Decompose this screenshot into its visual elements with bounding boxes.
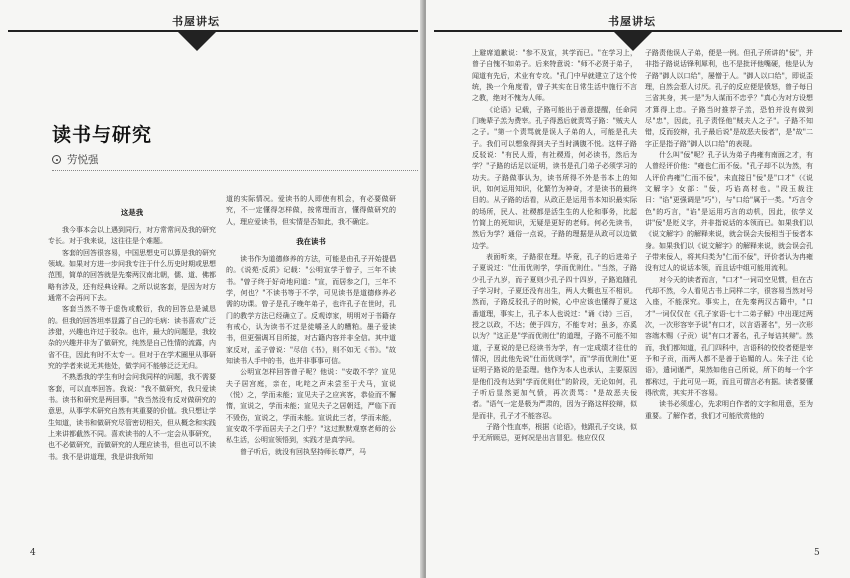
body-paragraph: 读书作为道德修养的方法，可能是由孔子开始提倡的。《说苑·反质》记载："公明宣学于曾子，三年不读书。"曾子终于好奇地问道："宣，而居参之门，三年不学，何也？"不读书等于不学，可见读书是道德修养必需的功课。曾子是孔子晚年弟子，也许孔子在世时，孔门的教学方法已经确立了。反观谆家，明明对于书籍存有戒心，认为读书不过是徒嚼圣人的糟粕。墨子爱读书，但更强调耳目所接，对古籍内容并非全信。其中道家反对，孟子曾说："尽信《书》，则不如无《书》。"故知读书人手中的书，也并非事事可信。 xyxy=(226,254,396,365)
body-paragraph: 读书必须虚心，先求明白作者的文字和用意，至为重要。了解作者，我们才可能欣赏他的 xyxy=(645,400,813,420)
body-paragraph: 表面听来，子路很在理。毕竟，孔子的后进弟子子夏说过："仕而优则学，学而优则仕。"当然，子路少孔子九岁，而子夏则少孔子四十四岁，子路追随孔子学习时，子夏还没有出生，两人大概也互不相识。然而，子路反驳孔子的时候，心中应该也懂得了夏这番道理，事实上，孔子本人也说过："诵《诗》三百，授之以政，不达；使于四方，不能专对；虽多，亦奚以为？"这正是"学而优则仕"的道理，子路不可能不知道，子夏说的是已经读书为学，有一定成绩才往仕的情况，因此他先说"仕而优则学"，而"学而优则仕"更证明子路说的是歪理。他作为本人也承认，主要原因是他们没有达到"学而优则仕"的阶段，无论如何，孔子听后显然更加气愤，再次责骂："是故恶夫佞者。"语气一定是极为严肃的，因为子路这样狡辩，似是而非，孔子才不能容忍。 xyxy=(472,252,637,420)
body-paragraph: 不熟悉我的学生有时会问我同样的问题，我不需要客套，可以直率回答。我说："我不做研究，我只爱读书。读书和研究是两回事。"我当然没有反对做研究的意思，从事学术研究自然有其重要的价值。我只想让学生知道，读书和做研究尽管密切相关，但从概念和实践上来讲都截然不同。喜欢读书的人不一定会从事研究，也不必做研究，而做研究的人理应读书，但也可以不读书。我不是讲道理，我是讲我所知 xyxy=(48,373,216,461)
running-head: 书屋讲坛 xyxy=(608,15,656,28)
running-head: 书屋讲坛 xyxy=(172,15,220,28)
article-title: 读书与研究 xyxy=(52,124,153,146)
right-column-1 xyxy=(472,48,637,444)
body-paragraph: 子路个性直率，根据《论语》，他跟孔子交谈，似乎无所顾忌，更何况是出言冒犯。他应仅仅 xyxy=(472,422,637,443)
author-name: 劳悦强 xyxy=(67,154,99,166)
right-page xyxy=(426,0,850,578)
body-paragraph: 子路责他误人子弟，便是一例。但孔子所讲的"佞"，并非指子路说话锋利犀利，也不是批评他嘴硬，他是认为子路"御人以口给"，屡憎于人。"御人以口给"，即说歪理，自然会惹人讨厌。孔子的反应便是愤怒，曾子每日三省其身，其一是"为人谋而不忠乎？"真心为对方设想才算得上忠。子路当时推荐子羔，恐怕并没有做到尽"忠"，因此，孔子责怪他"贼夫人之子"。子路不知错，反而狡辩，孔子最后说"是故恶夫佞者"，是"故"二字正是指子路"御人以口给"的表现。 xyxy=(645,49,813,148)
body-paragraph: 道的实际情况。爱读书的人即使有机会，有必要做研究，不一定懂得怎样做，按常理而言，懂得做研究的人，理应爱读书，但实情是否如此，我不确定。 xyxy=(226,195,396,226)
author-bullet-icon xyxy=(52,155,61,164)
body-paragraph: 公明宣怎样回答曾子呢？他说："安敢不学？宣见夫子居宫庭，亲在，叱咤之声未尝至于犬马，宣说（悦）之，学而未能；宣见夫子之应宾客，恭俭而不懈惰，宣说之，学而未能；宣见夫子之居朝廷，严临下而不毁伤，宣说之，学而未能。宣说此三者，学而未能，宣安敢不学而居夫子之门乎？"这过默默观察老师的公私生活，公明宣领悟到，实践才是真学问。 xyxy=(226,368,396,445)
body-paragraph: 《论语》记载，子路可能出于善意提醒，任命同门晚辈子羔为费宰。孔子得悉后就责骂子路："贼夫人之子。"第一个责骂就是误人子弟的人，可能是孔夫子。我们可以想象得到夫子当时满腹不悦。这样子路反驳说："有民人焉，有社稷焉，何必读书，然后为学？"子路的话足以证明，读书是孔门弟子必须学习的功夫。子路做事认为，读书所得不外是书本上的知识，如何运用知识，化繁竹为神奇，才是读书的最终目的。从子路的话看，从政正是运用书本知识最实际的场所，民人、社稷都是活生生的人伦和事务，比起竹简上的死知识，无疑是更好的老师。何必先读书，然后为学？通俗一点说，子路的理据是从政可以边做边学。 xyxy=(472,105,637,250)
body-paragraph: 什么叫"佞"呢？孔子认为弟子冉雍有南面之才，有人曾经评价他："雍也仁而不佞。"孔子却不以为然，有人评价冉雍"仁而不佞"，未直接日"佞"是"口才"（《说文解字》女部："佞，巧谄高材也。"段玉裁注曰："谄"更强调是"巧"），与"口给"属于一类。"巧言令色"的巧言，"谄"是运用巧言的动机，因此，依学义讲"佞"是贬义字，并非指说话的本领而已。如果我们以《说文解字》的解释来说，就会误会夫佞相当于佞者本身。如果我们以《说文解字》的解释来说，就会误会孔子带来佞人，将其归类为"仁而不佞"，评价者认为冉雍没有过人的说话本领，而且话中组可能用流利。 xyxy=(645,150,813,273)
section-heading: 我在读书 xyxy=(296,236,326,246)
left-column-2 xyxy=(226,194,396,458)
right-column-2 xyxy=(645,48,813,422)
left-column-1 xyxy=(48,207,216,463)
body-paragraph: 上避席道歉说："参不及宣，其学而已。"在学习上，曾子自愧不如弟子。后来特意说："师不必贤于弟子，闻道有先后，术业有专攻。"孔门中早就建立了这个传统，换一个角度看，曾子其实在日常生活中施行不言之教，绝对不愧为人师。 xyxy=(472,49,637,103)
body-paragraph: 客套的回答很容易，中国思想史可以算是我的研究领域。如果对方进一步问我专注于什么历史时期或思想范围，简单的回答就是先秦两汉南北朝，儒、道、佛都略有涉及，还有经典诠释。之所以说客套，是因为对方通常不会再问下去。 xyxy=(48,248,216,302)
page-number: 5 xyxy=(814,548,820,558)
body-paragraph: 我今事本会以上遇到同行，对方常常问及我的研究专长。对于我来说，这往往是个难题。 xyxy=(48,225,216,246)
body-paragraph: 曾子听后，就没有回执坚持师长尊严，马 xyxy=(240,447,366,456)
section-heading: 这是我 xyxy=(120,208,144,217)
author-line xyxy=(52,152,99,167)
body-paragraph: 客套当然不等于虚伪或敷衍，我的回答总是诚恳的。但我的回答坦率显露了自己的毛病：读书喜欢广泛涉猎，兴趣也许过于驳杂。也许，最大的问题是，我较杂的兴趣并非为了做研究，纯然是自己性情的流露，内省不住，因此有时不太专一。但对于在学术圈里从事研究的学者来说无其他处，做学问不能够泛泛无归。 xyxy=(48,305,216,370)
header-triangle xyxy=(177,31,217,51)
left-page xyxy=(0,0,424,578)
page-number: 4 xyxy=(30,548,36,558)
body-paragraph: 对今天的读者而言，"口才"一词司空见惯，但在古代却不然，今人看见古书上同样二字，很容易当然对号入座，不能深究。事实上，在先秦两汉古籍中，"口才"一词仅仅在《孔子家语·七十二弟子解》中出现过两次，一次形容宰予说"有口才，以言语著名"，另一次形容端木赐（子贡）说"有口才著名，孔子每诘其辩"。然而，我们都知道，孔门四科中，言语科的佼佼者便是宰予和子贡，而两人都不是善于谄媚的人。朱子注《论语》，遣词谨严，果然如他自己所说，所下的每一个字都称过，于此可见一斑，而且可谓言必有据。读者要懂得欣赏，其实并不容易。 xyxy=(645,275,813,397)
title-divider xyxy=(52,170,418,171)
